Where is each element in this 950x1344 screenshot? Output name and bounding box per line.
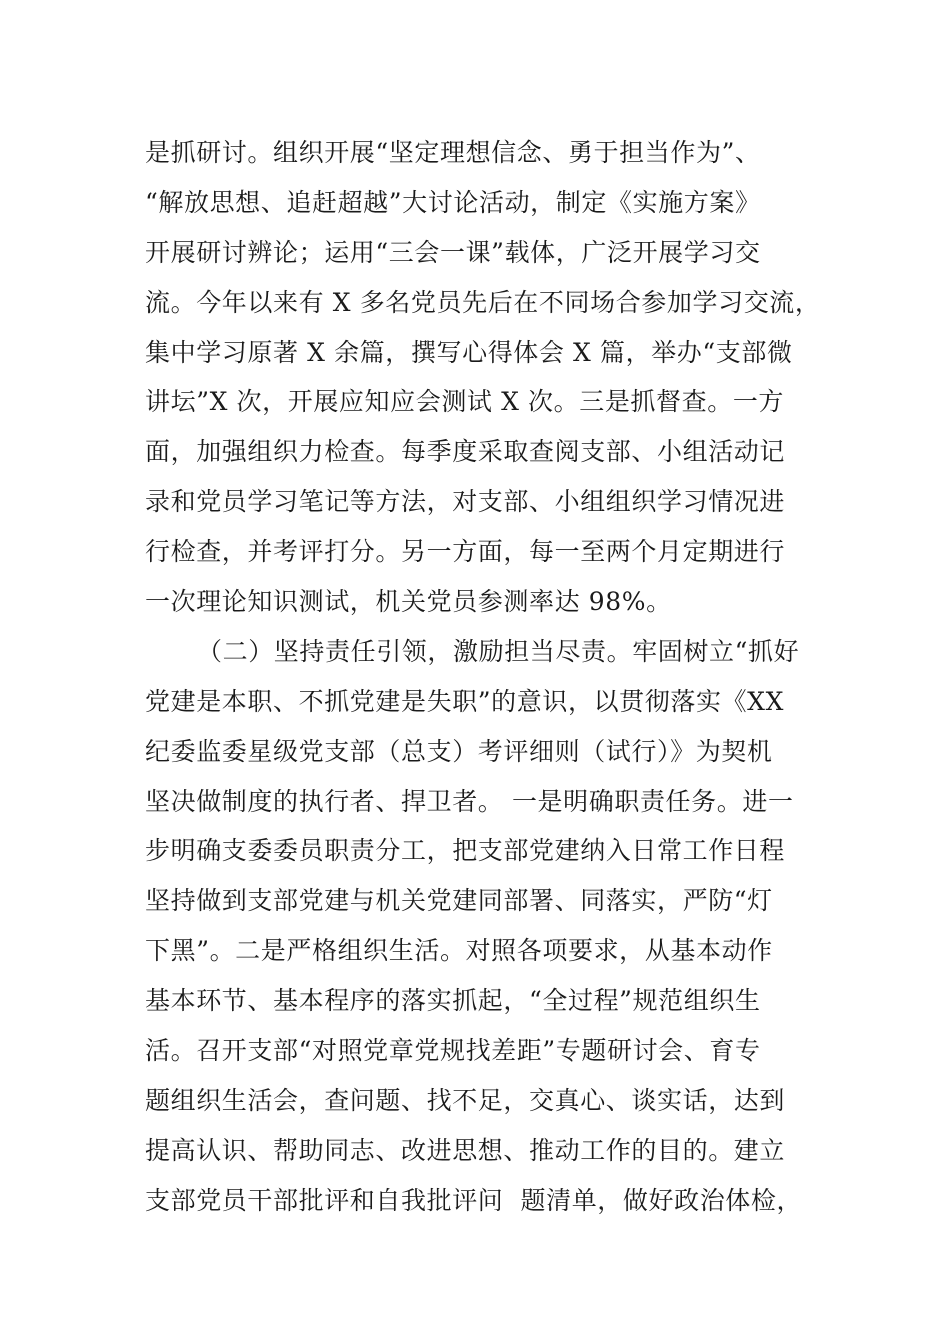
text-line: 讲坛”X 次，开展应知应会测试 X 次。三是抓督查。一方 xyxy=(145,387,785,417)
text-line: 流。今年以来有 X 多名党员先后在不同场合参加学习交流， xyxy=(145,287,821,317)
text-line: 坚决做制度的执行者、捍卫者。 一是明确职责任务。进一 xyxy=(145,786,794,816)
text-line: 党建是本职、不抓党建是失职”的意识，以贯彻落实《XX xyxy=(145,686,784,716)
text-line: 提高认识、帮助同志、改进思想、推动工作的目的。建立 xyxy=(145,1135,786,1165)
text-line: 行检查，并考评打分。另一方面，每一至两个月定期进行 xyxy=(145,537,786,567)
section-heading-line: （二）坚持责任引领，激励担当尽责。牢固树立“抓好 xyxy=(197,636,800,666)
text-line: 下黑”。二是严格组织生活。对照各项要求，从基本动作 xyxy=(145,936,773,966)
text-line: 基本环节、基本程序的落实抓起，“全过程”规范组织生 xyxy=(145,986,761,1016)
text-line: 题组织生活会，查问题、找不足，交真心、谈实话，达到 xyxy=(145,1085,786,1115)
text-line: 活。召开支部“对照党章党规找差距”专题研讨会、育专 xyxy=(145,1036,761,1066)
body-text xyxy=(145,128,825,1226)
text-line: 一次理论知识测试，机关党员参测率达 98%。 xyxy=(145,587,672,617)
text-line: 支部党员干部批评和自我批评问 题清单，做好政治体检， xyxy=(145,1185,803,1215)
text-line: 集中学习原著 X 余篇，撰写心得体会 X 篇，举办“支部微 xyxy=(145,337,793,367)
text-line: 开展研讨辨论；运用“三会一课”载体，广泛开展学习交 xyxy=(145,237,761,267)
text-line: 步明确支委委员职责分工，把支部党建纳入日常工作日程 xyxy=(145,836,786,866)
text-line: 录和党员学习笔记等方法，对支部、小组组织学习情况进 xyxy=(145,487,786,517)
text-line: 坚持做到支部党建与机关党建同部署、同落实，严防“灯 xyxy=(145,886,773,916)
text-line: 纪委监委星级党支部（总支）考评细则（试行）》为契机 xyxy=(145,736,773,766)
text-line: “解放思想、追赶超越”大讨论活动，制定《实施方案》 xyxy=(145,187,761,217)
text-line: 是抓研讨。组织开展“坚定理想信念、勇于担当作为”、 xyxy=(145,138,761,167)
text-line: 面，加强组织力检查。每季度采取查阅支部、小组活动记 xyxy=(145,437,786,467)
